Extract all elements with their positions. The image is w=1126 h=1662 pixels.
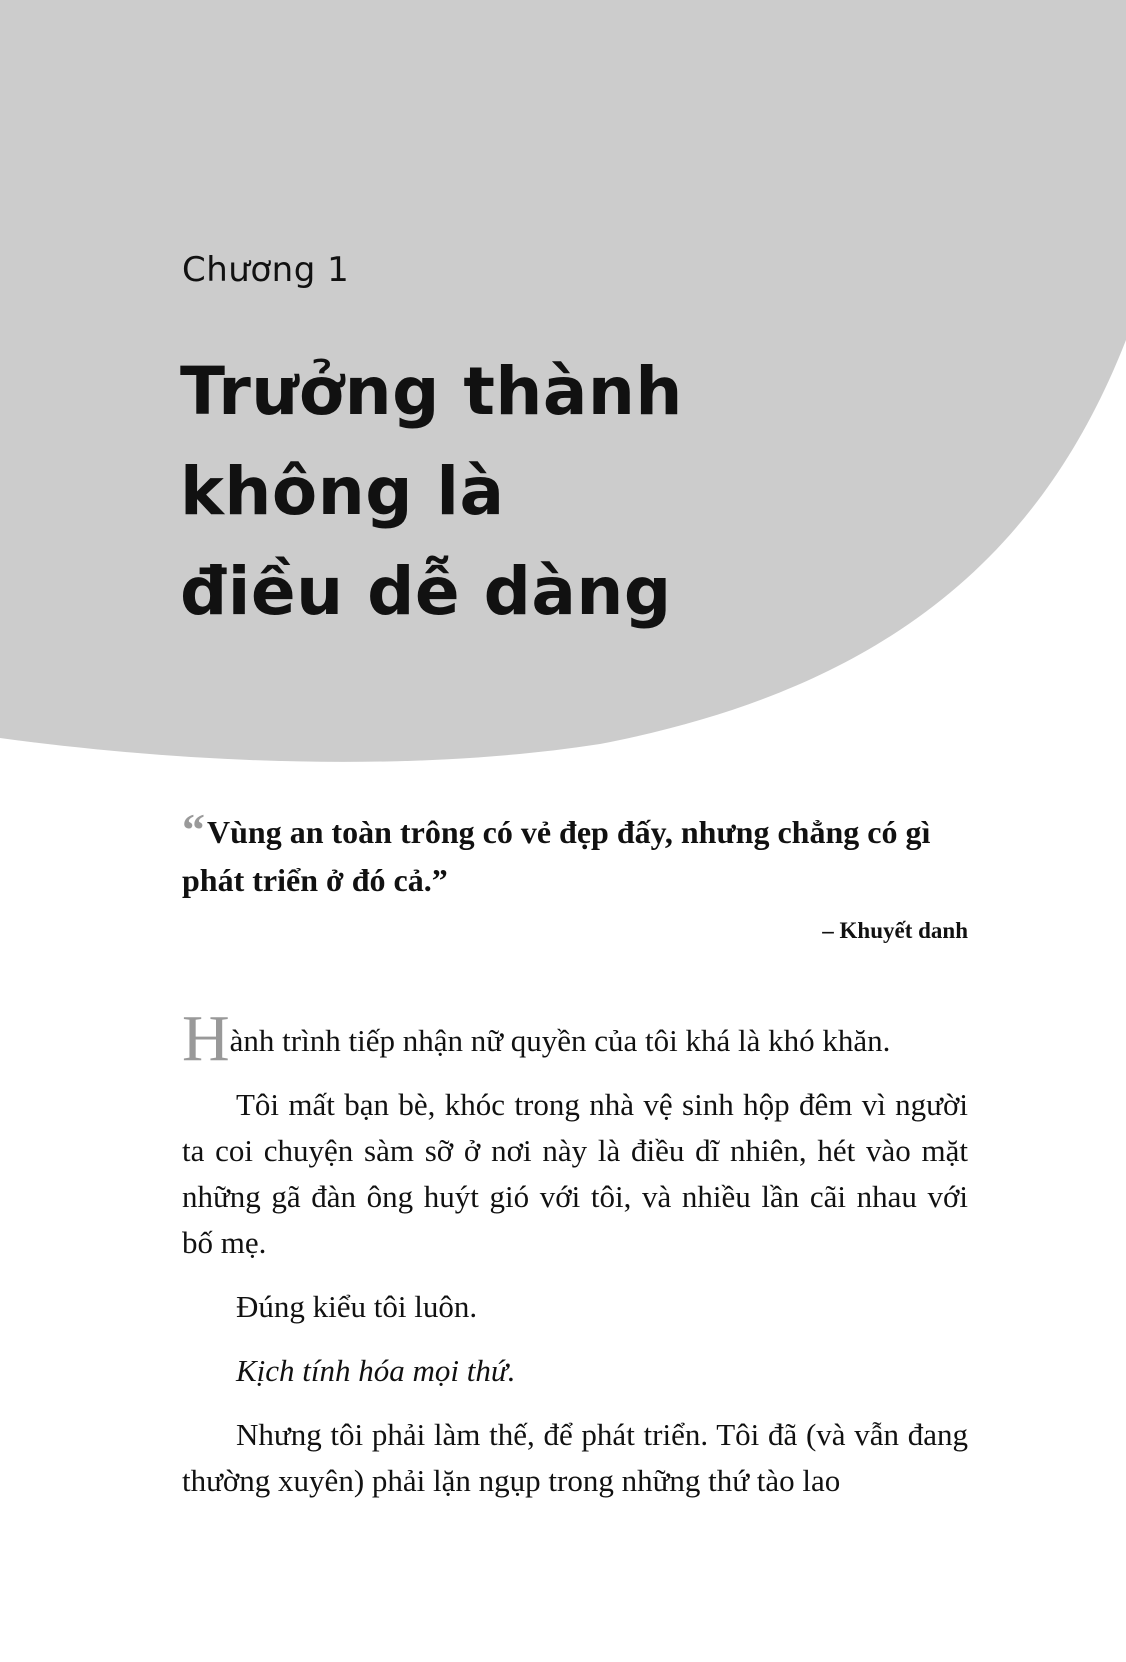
epigraph-attribution: – Khuyết danh <box>822 918 968 943</box>
epigraph-quote <box>182 804 968 904</box>
paragraph-1-text: ành trình tiếp nhận nữ quyền của tôi khá là khó khăn. <box>229 1023 891 1058</box>
paragraph-1 <box>182 1002 968 1075</box>
paragraph-2: Tôi mất bạn bè, khóc trong nhà vệ sinh hộp đêm vì người ta coi chuyện sàm sỡ ở nơi này là điều dĩ nhiên, hét vào mặt những gã đàn ông huýt gió với tôi, và nhiều lần cãi nhau với bố mẹ. <box>182 1087 968 1260</box>
open-quote-mark: “ <box>182 804 205 855</box>
epigraph-text: Vùng an toàn trông có vẻ đẹp đấy, nhưng chẳng có gì phát triển ở đó cả.” <box>182 814 931 898</box>
body-text <box>182 1002 968 1522</box>
drop-cap: H <box>182 1002 230 1075</box>
paragraph-3: Đúng kiểu tôi luôn. <box>236 1289 478 1324</box>
paragraph-5: Nhưng tôi phải làm thế, để phát triển. Tôi đã (và vẫn đang thường xuyên) phải lặn ngụp trong những thứ tào lao <box>182 1417 968 1498</box>
paragraph-4: Kịch tính hóa mọi thứ. <box>236 1353 516 1388</box>
chapter-label: Chương 1 <box>182 250 350 290</box>
chapter-title <box>180 342 683 642</box>
chapter-title-line-1: Trưởng thành <box>180 353 683 430</box>
chapter-title-line-3: điều dễ dàng <box>180 553 672 630</box>
chapter-title-line-2: không là <box>180 453 505 530</box>
